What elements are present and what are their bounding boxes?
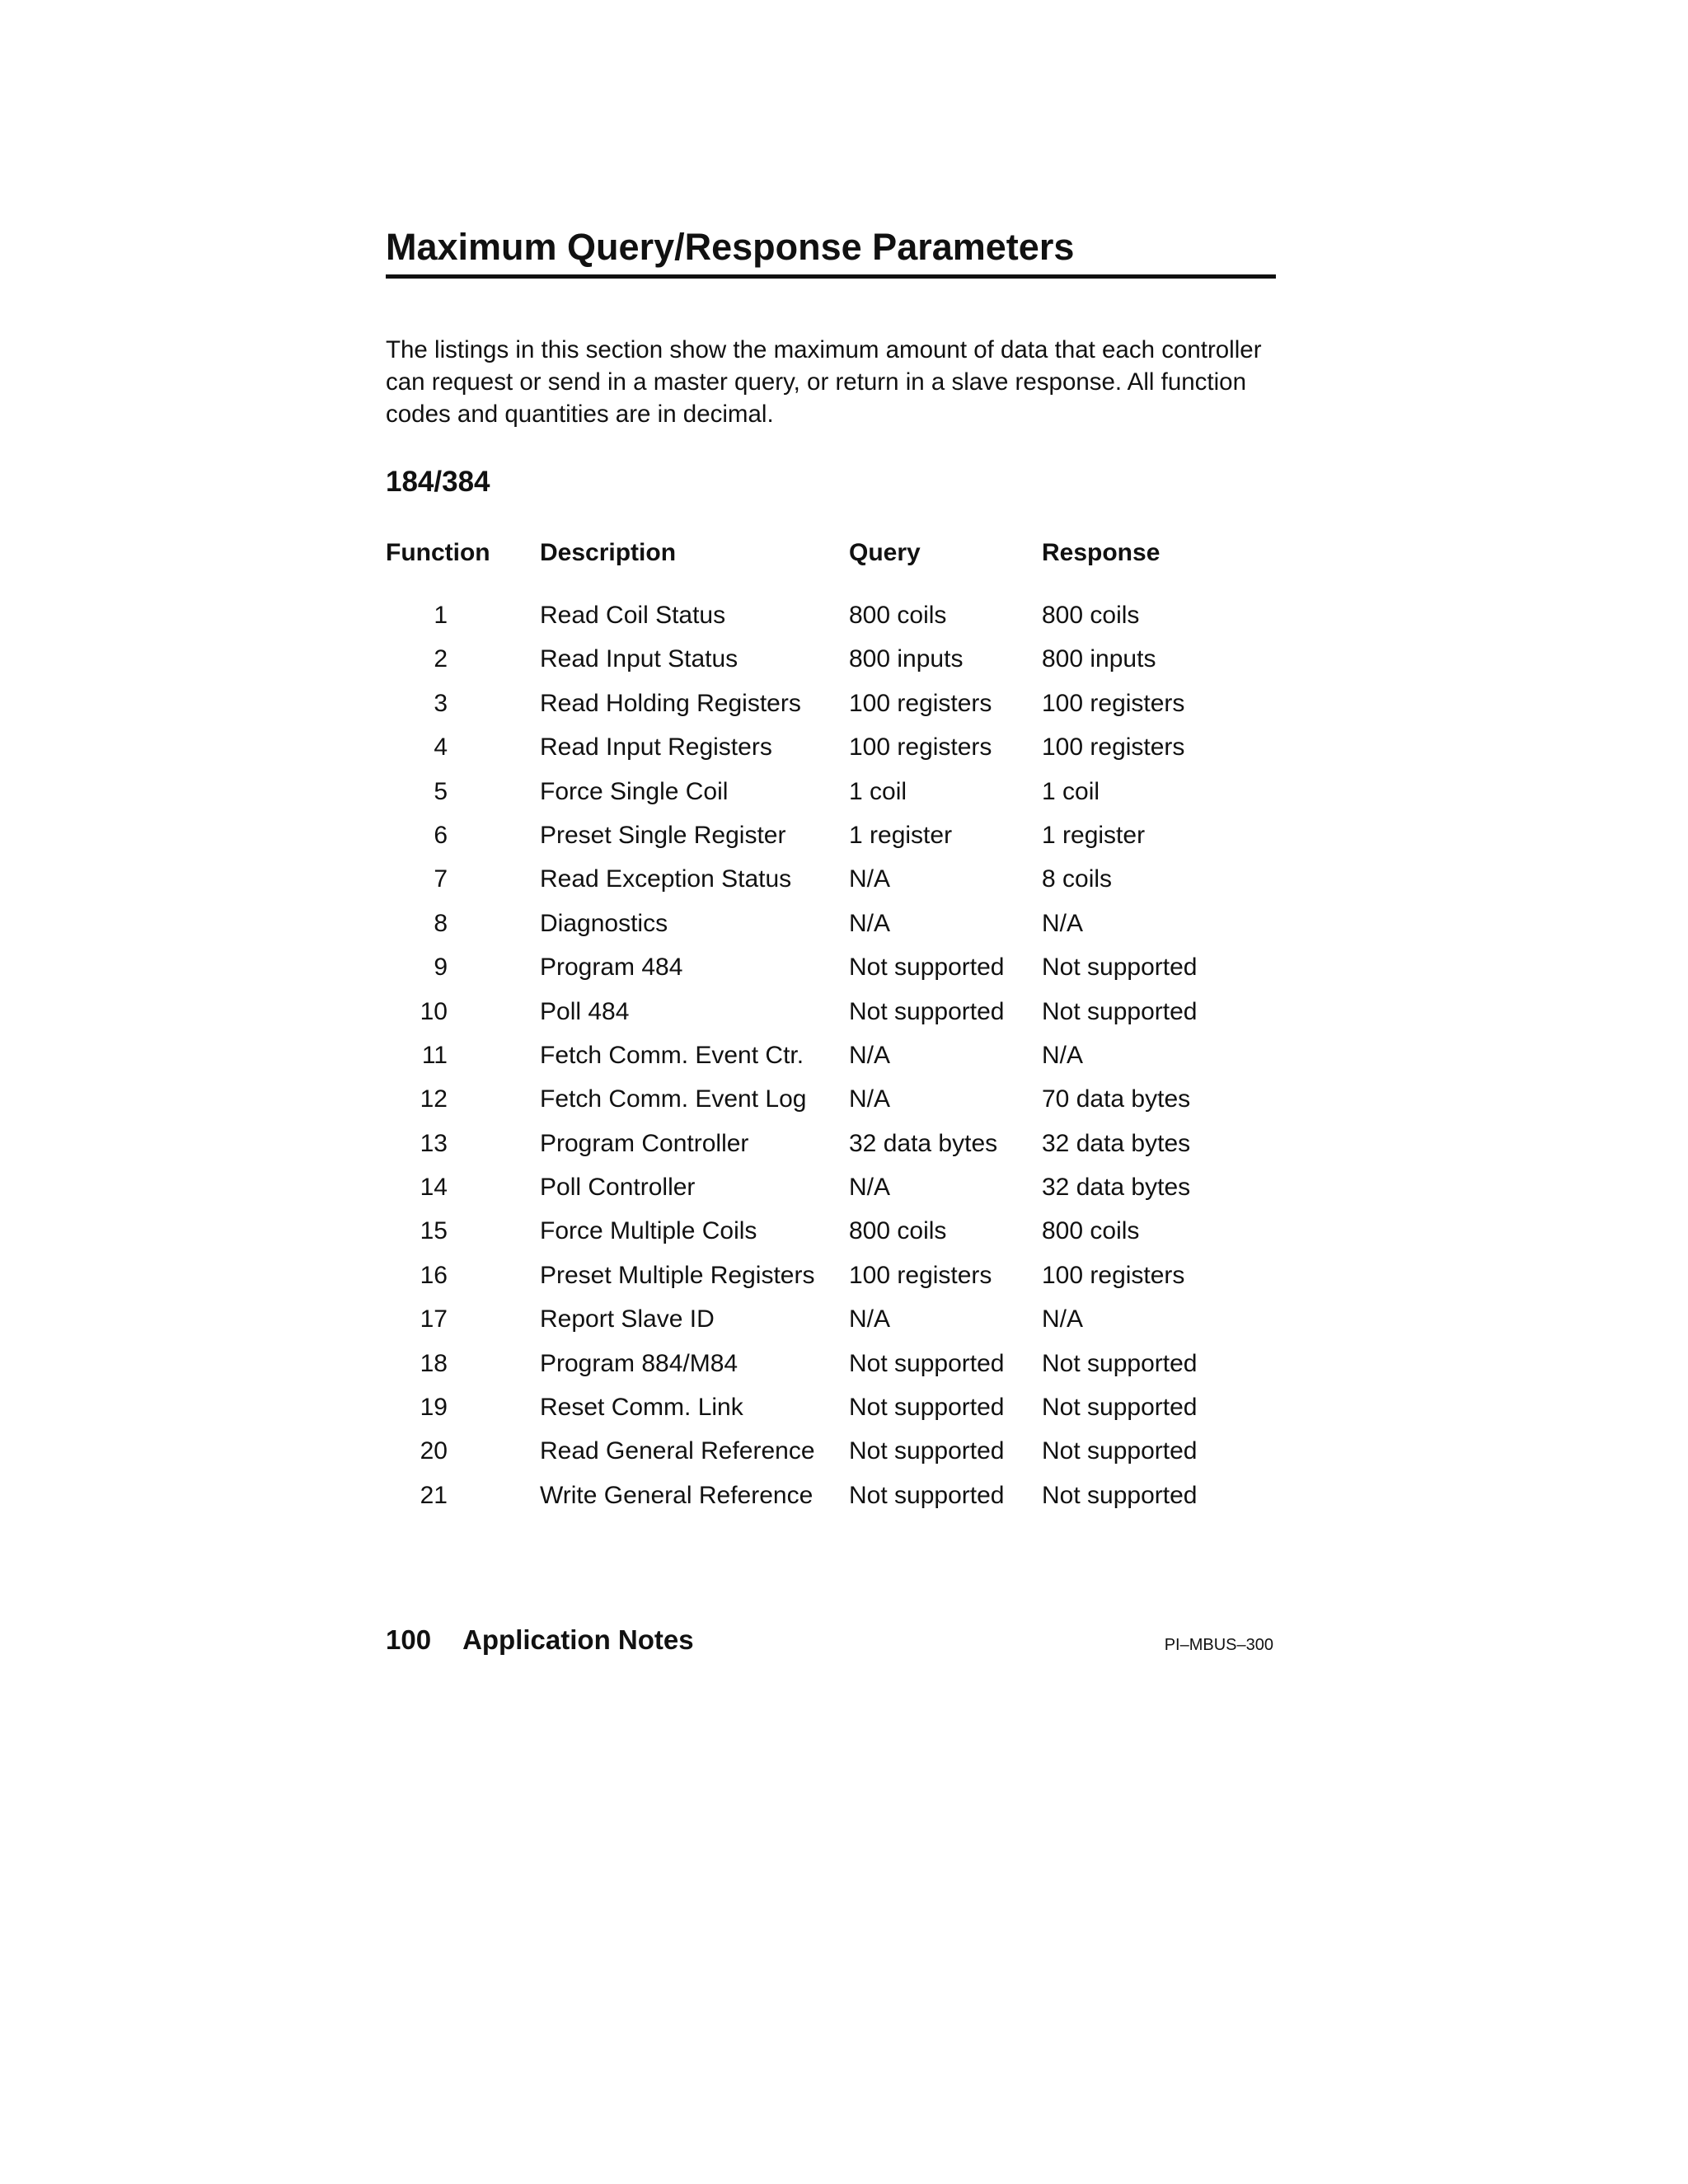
cell-description: Read Input Registers <box>540 733 772 762</box>
cell-function: 12 <box>420 1085 448 1113</box>
cell-function: 16 <box>420 1261 448 1289</box>
cell-description: Fetch Comm. Event Ctr. <box>540 1041 804 1069</box>
cell-query: 800 inputs <box>849 645 964 673</box>
cell-query: 100 registers <box>849 733 992 762</box>
cell-query: 32 data bytes <box>849 1129 998 1157</box>
header-function: Function <box>386 539 490 566</box>
cell-query: 800 coils <box>849 1217 947 1245</box>
intro-paragraph: The listings in this section show the maximum amount of data that each controller can request or send in a master query, or return in a slave response. All function codes and quantities are in decimal. <box>386 336 1262 428</box>
cell-query: Not supported <box>849 1481 1005 1509</box>
table-body <box>386 593 1292 1517</box>
cell-description: Write General Reference <box>540 1481 814 1509</box>
cell-description: Preset Single Register <box>540 821 786 849</box>
cell-description: Preset Multiple Registers <box>540 1261 815 1289</box>
cell-query: Not supported <box>849 997 1005 1025</box>
header-description: Description <box>540 539 677 566</box>
table-row <box>386 1077 1292 1121</box>
page-footer <box>386 1622 694 1658</box>
cell-description: Read Input Status <box>540 645 738 673</box>
cell-description: Read Holding Registers <box>540 689 801 717</box>
cell-query: Not supported <box>849 1437 1005 1465</box>
cell-query: N/A <box>849 1174 891 1202</box>
cell-response: 100 registers <box>1042 689 1185 717</box>
cell-function: 18 <box>420 1349 448 1377</box>
cell-function: 15 <box>420 1217 448 1245</box>
table-row <box>386 725 1292 769</box>
cell-query: N/A <box>849 1305 891 1333</box>
cell-query: 1 register <box>849 821 953 849</box>
cell-description: Read General Reference <box>540 1437 815 1465</box>
cell-function: 4 <box>434 733 448 762</box>
cell-response: 1 coil <box>1042 777 1100 805</box>
cell-function: 3 <box>434 689 448 717</box>
cell-query: 100 registers <box>849 689 992 717</box>
cell-description: Program 484 <box>540 954 683 982</box>
cell-query: N/A <box>849 1041 891 1069</box>
cell-response: 800 inputs <box>1042 645 1156 673</box>
cell-description: Report Slave ID <box>540 1305 715 1333</box>
cell-description: Read Exception Status <box>540 865 792 893</box>
cell-function: 19 <box>420 1394 448 1422</box>
table-row <box>386 813 1292 857</box>
page-title: Maximum Query/Response Parameters <box>386 226 1075 268</box>
table-row <box>386 1165 1292 1209</box>
cell-description: Program 884/M84 <box>540 1349 738 1377</box>
cell-description: Program Controller <box>540 1129 749 1157</box>
cell-function: 1 <box>434 602 448 629</box>
cell-query: N/A <box>849 909 891 937</box>
cell-response: 800 coils <box>1042 1217 1140 1245</box>
table-row <box>386 902 1292 945</box>
cell-response: Not supported <box>1042 1394 1198 1422</box>
cell-query: Not supported <box>849 954 1005 982</box>
cell-query: Not supported <box>849 1349 1005 1377</box>
cell-response: N/A <box>1042 1041 1084 1069</box>
cell-function: 21 <box>420 1481 448 1509</box>
table-row <box>386 1342 1292 1385</box>
cell-description: Read Coil Status <box>540 602 726 629</box>
table-row <box>386 1033 1292 1077</box>
cell-query: Not supported <box>849 1394 1005 1422</box>
cell-function: 20 <box>420 1437 448 1465</box>
cell-response: 32 data bytes <box>1042 1174 1191 1202</box>
table-row <box>386 682 1292 725</box>
table-row <box>386 1209 1292 1253</box>
cell-response: 32 data bytes <box>1042 1129 1191 1157</box>
cell-response: Not supported <box>1042 1437 1198 1465</box>
cell-response: 800 coils <box>1042 602 1140 629</box>
cell-function: 7 <box>434 865 448 893</box>
table-row <box>386 1297 1292 1341</box>
cell-query: 800 coils <box>849 602 947 629</box>
cell-response: N/A <box>1042 909 1084 937</box>
section-heading: 184/384 <box>386 466 490 498</box>
cell-function: 17 <box>420 1305 448 1333</box>
cell-function: 2 <box>434 645 448 673</box>
table-row <box>386 945 1292 989</box>
cell-function: 11 <box>421 1041 448 1069</box>
cell-query: 100 registers <box>849 1261 992 1289</box>
cell-response: 100 registers <box>1042 733 1185 762</box>
table-row <box>386 593 1292 637</box>
cell-query: N/A <box>849 865 891 893</box>
cell-function: 5 <box>434 777 448 805</box>
cell-response: Not supported <box>1042 1481 1198 1509</box>
header-response: Response <box>1042 539 1160 566</box>
cell-response: Not supported <box>1042 954 1198 982</box>
cell-function: 13 <box>420 1129 448 1157</box>
cell-description: Force Multiple Coils <box>540 1217 757 1245</box>
cell-function: 9 <box>434 954 448 982</box>
cell-query: 1 coil <box>849 777 907 805</box>
cell-description: Reset Comm. Link <box>540 1394 743 1422</box>
footer-section-title: Application Notes <box>462 1624 694 1655</box>
table-row <box>386 1429 1292 1473</box>
table-header-row <box>386 531 1292 574</box>
table-row <box>386 637 1292 681</box>
table-row <box>386 857 1292 901</box>
title-rule <box>386 274 1276 279</box>
cell-response: 100 registers <box>1042 1261 1185 1289</box>
table-row <box>386 990 1292 1033</box>
cell-response: N/A <box>1042 1305 1084 1333</box>
cell-response: 8 coils <box>1042 865 1113 893</box>
table-row <box>386 770 1292 813</box>
table-row <box>386 1385 1292 1429</box>
page-number: 100 <box>386 1624 432 1655</box>
cell-response: Not supported <box>1042 1349 1198 1377</box>
document-id: PI–MBUS–300 <box>1164 1636 1273 1654</box>
table-row <box>386 1122 1292 1165</box>
cell-description: Force Single Coil <box>540 777 729 805</box>
table-row <box>386 1474 1292 1517</box>
cell-function: 6 <box>434 821 448 849</box>
cell-description: Poll 484 <box>540 997 630 1025</box>
table-row <box>386 1254 1292 1297</box>
cell-function: 14 <box>420 1174 448 1202</box>
cell-response: 70 data bytes <box>1042 1085 1191 1113</box>
header-query: Query <box>849 539 921 566</box>
cell-response: 1 register <box>1042 821 1146 849</box>
cell-description: Diagnostics <box>540 909 668 937</box>
cell-description: Poll Controller <box>540 1174 696 1202</box>
cell-description: Fetch Comm. Event Log <box>540 1085 807 1113</box>
cell-function: 10 <box>420 997 448 1025</box>
cell-query: N/A <box>849 1085 891 1113</box>
parameters-table <box>386 531 1292 1517</box>
cell-function: 8 <box>434 909 448 937</box>
cell-response: Not supported <box>1042 997 1198 1025</box>
